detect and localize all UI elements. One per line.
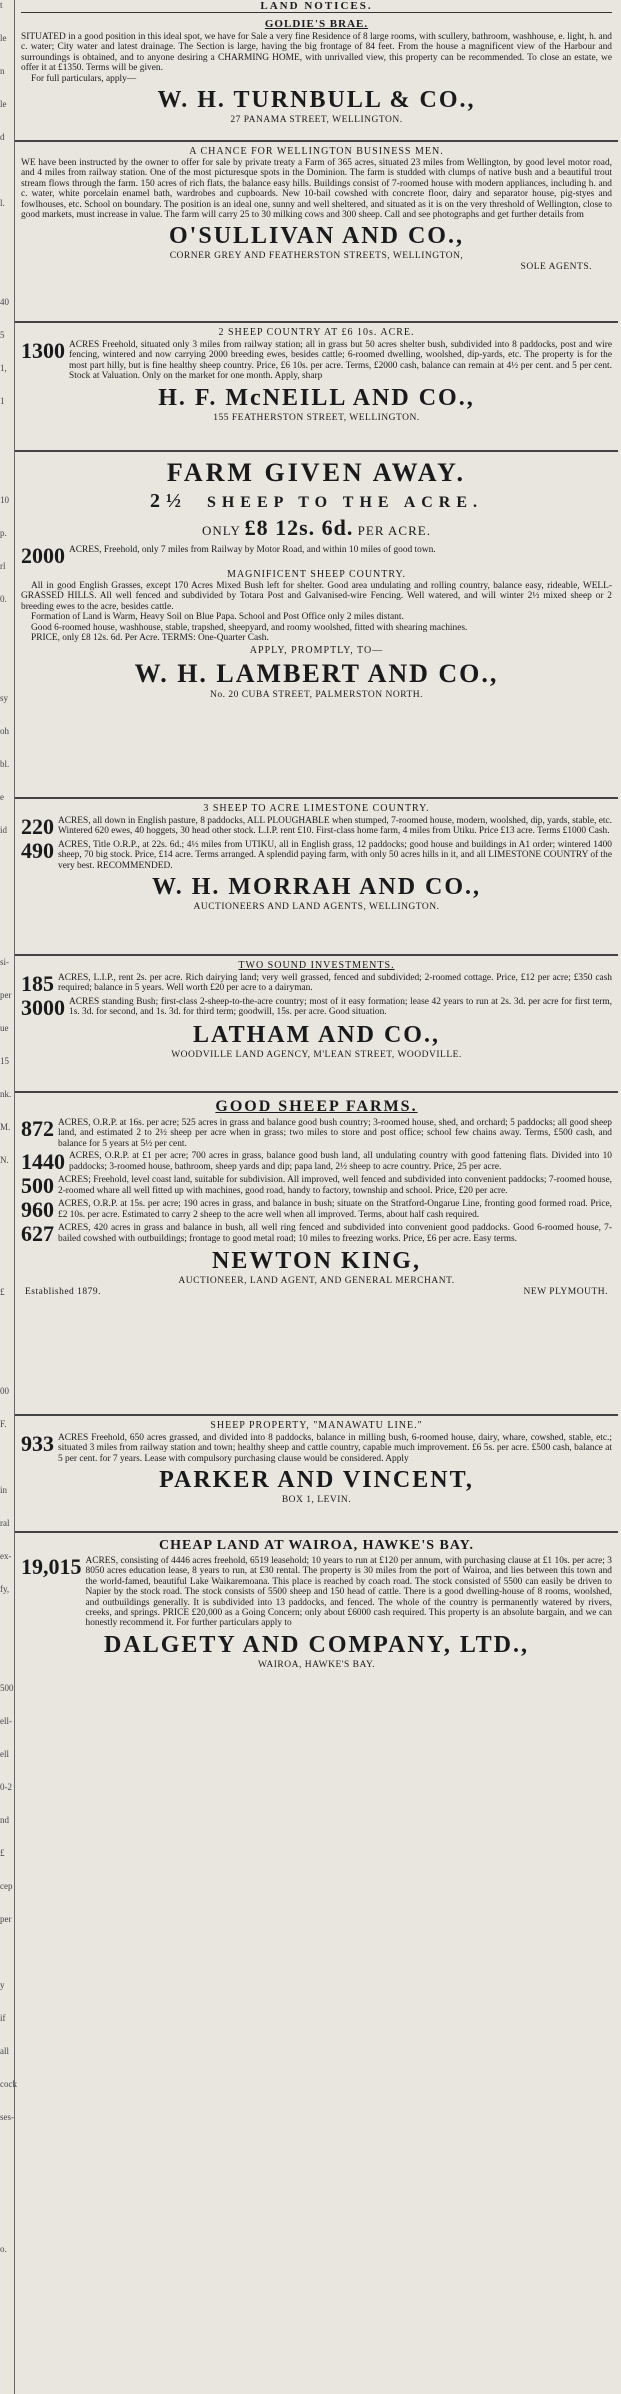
agent-address: WOODVILLE LAND AGENCY, M'LEAN STREET, WOODVILLE.	[171, 1050, 462, 1060]
lot-acres: 19,015	[21, 1554, 82, 1579]
margin-fragment: 40	[0, 297, 9, 307]
apply-line: APPLY, PROMPTLY, TO—	[249, 645, 384, 657]
margin-fragment: nk.	[0, 1089, 12, 1099]
margin-fragment	[0, 1947, 10, 1980]
lot	[21, 1118, 612, 1149]
agent-address: CORNER GREY AND FEATHERSTON STREETS, WELLINGTON,	[169, 251, 464, 262]
margin-fragment	[0, 429, 10, 462]
agent-address: BOX 1, LEVIN.	[281, 1495, 352, 1506]
margin-fragment: oh	[0, 726, 9, 736]
margin-fragment: t	[0, 0, 3, 10]
margin-fragment: per	[0, 990, 12, 1000]
margin-fragment	[0, 1188, 10, 1221]
ad-body-3: Good 6-roomed house, washhouse, stable, trapshed, sheepyard, and roomy woolshed, fitted with shearing machines.	[31, 622, 468, 633]
agent-name: PARKER AND VINCENT,	[159, 1467, 474, 1494]
lot-list	[21, 1118, 612, 1245]
price-suffix: PER ACRE.	[357, 523, 431, 538]
margin-fragment: si-	[0, 957, 9, 967]
margin-fragment	[0, 1221, 10, 1254]
margin-fragment: per	[0, 1914, 12, 1924]
agent-note: SOLE AGENTS.	[520, 262, 592, 273]
agent-name: NEWTON KING,	[212, 1248, 421, 1275]
lot-acres: 1440	[21, 1149, 65, 1175]
ad-limestone-country	[15, 799, 618, 956]
margin-fragment: l.	[0, 198, 5, 208]
lot-text: ACRES, L.I.P., rent 2s. per acre. Rich dairying land; very well grassed, fenced and subdivided; 2-roomed cottage. Price, £12 per acre; £350 cash required; balance in 5 years. Well worth £20 per acre to a dairyman.	[58, 973, 612, 994]
margin-fragment: d	[0, 132, 5, 142]
lot-text: ACRES, O.R.P. at 16s. per acre; 525 acres in grass and balance good bush country; 3-roomed house, shed, and orchard; 5 paddocks; all good sheep land, and estimated 2 to 2½ sheep per acre when in grass; two miles to store and post office; school few chains away. Terms, £500 cash, and balance for 5 years at 5½ per cent.	[58, 1118, 612, 1149]
sheep-ratio: 2½	[149, 490, 187, 512]
lot-text: ACRES, Title O.R.P., at 22s. 6d.; 4½ miles from UTIKU, all in English grass, 12 paddocks; good house and buildings in A1 order; wintered 1400 sheep, 70 big stock. Price, £14 acre. Terms arranged. A splendid paying farm, with only 50 acres hills in it, and all LIMESTONE COUNTRY of the very best. RECOMMENDED.	[58, 840, 612, 871]
margin-fragment	[0, 924, 10, 957]
ad-goldies-brae	[15, 13, 618, 142]
margin-fragment: N.	[0, 1155, 9, 1165]
lot-list	[21, 973, 612, 1019]
ad-wellington-business	[15, 142, 618, 323]
lot-text: ACRES; Freehold, level coast land, suitable for subdivision. All improved, well fenced and subdivided into convenient paddocks; 7-roomed house, 2-roomed whare all well fitted up with machines, good road, handy to factory, township and school. Price, £20 per acre.	[58, 1175, 612, 1196]
lot-acres: 872	[21, 1116, 54, 1141]
lot-text: ACRES, Freehold, only 7 miles from Railway by Motor Road, and within 10 miles of good town.	[69, 545, 436, 555]
price-line	[21, 515, 612, 541]
margin-fragment: ell-	[0, 1716, 12, 1726]
ad-title: TWO SOUND INVESTMENTS.	[238, 960, 395, 971]
ad-farm-given-away	[15, 452, 618, 799]
agent-name: DALGETY AND COMPANY, LTD.,	[104, 1631, 529, 1658]
lot-text: ACRES, 420 acres in grass and balance in bush, all well ring fenced and subdivided into convenient good paddocks. Good 6-roomed house, 7-bailed cowshed with outbuildings; frontage to good metal road; 10 miles to freezing works. Price, £6 per acre. Easy terms.	[58, 1223, 612, 1244]
lot	[21, 997, 612, 1019]
lot	[21, 1223, 612, 1245]
ad-title: FARM GIVEN AWAY.	[166, 458, 467, 487]
lot-list	[21, 816, 612, 871]
ad-two-sound-investments	[15, 956, 618, 1093]
lot-acres: 1300	[21, 338, 65, 363]
agent-address: 155 FEATHERSTON STREET, WELLINGTON.	[213, 412, 420, 423]
lot-acres: 500	[21, 1173, 54, 1199]
ad-wairoa-hawkes-bay	[15, 1533, 618, 1674]
margin-fragment: ue	[0, 1023, 9, 1033]
margin-fragment: cep	[0, 1881, 13, 1891]
margin-fragment	[0, 627, 10, 660]
agent-address: AUCTIONEERS AND LAND AGENTS, WELLINGTON.	[193, 902, 440, 913]
margin-fragment	[0, 660, 10, 693]
margin-fragment	[0, 2211, 10, 2244]
lot-text: ACRES, O.R.P. at 15s. per acre; 190 acres in grass, and balance in bush; situate on the Stratford-Ongarue Line, fronting good formed road. Price, £2 10s. per acre. Estimated to carry 2 sheep to the acre well when all improved. Terms, about half cash required.	[58, 1199, 612, 1220]
margin-fragment: cock	[0, 2079, 17, 2089]
lot-text: ACRES, all down in English pasture, 8 paddocks, ALL PLOUGHABLE when stumped, 7-roomed house, modern, woolshed, dip, yards, stable, etc. Wintered 620 ewes, 40 hoggets, 30 head other stock. L.I.P. rent £10. First-class home farm, 4 miles from Utiku. Price £13 acre. Terms £1000 Cash.	[58, 816, 612, 837]
ad-title: SHEEP PROPERTY, "MANAWATU LINE."	[210, 1420, 423, 1431]
margin-fragment: 500	[0, 1683, 14, 1693]
established: Established 1879.	[25, 1287, 102, 1298]
margin-fragment: fy,	[0, 1584, 10, 1594]
margin-fragment: 00	[0, 1386, 9, 1396]
margin-fragment: e	[0, 792, 4, 802]
margin-fragment: ex-	[0, 1551, 12, 1561]
lot-acres: 490	[21, 838, 54, 863]
margin-fragment: sy	[0, 693, 9, 703]
agent-address: No. 20 CUBA STREET, PALMERSTON NORTH.	[209, 690, 424, 701]
lot-acres: 627	[21, 1221, 54, 1247]
ad-title: A CHANCE FOR WELLINGTON BUSINESS MEN.	[189, 146, 444, 157]
lot	[21, 545, 612, 567]
lot	[21, 1433, 612, 1464]
price-prefix: ONLY	[202, 523, 241, 538]
agent-address: 27 PANAMA STREET, WELLINGTON.	[230, 115, 403, 126]
lot	[21, 973, 612, 995]
margin-fragment	[0, 1452, 10, 1485]
ad-title: 2 SHEEP COUNTRY AT £6 10s. ACRE.	[218, 327, 415, 338]
agent-name: W. H. LAMBERT AND CO.,	[134, 659, 499, 689]
margin-fragment: 1,	[0, 363, 7, 373]
lot	[21, 840, 612, 871]
ad-title: CHEAP LAND AT WAIROA, HAWKE'S BAY.	[159, 1538, 474, 1553]
ad-footer: For full particulars, apply—	[31, 73, 137, 84]
ad-two-sheep-country	[15, 323, 618, 452]
margin-fragment	[0, 2178, 10, 2211]
price-value: £8 12s. 6d.	[244, 515, 354, 540]
margin-fragment: rl	[0, 561, 6, 571]
margin-fragment: ses-	[0, 2112, 14, 2122]
lot	[21, 1199, 612, 1221]
lot	[21, 1175, 612, 1197]
margin-fragment	[0, 1650, 10, 1683]
lot-acres: 2000	[21, 543, 65, 568]
lot-text: ACRES, consisting of 4446 acres freehold, 6519 leasehold; 10 years to run at £120 per annum, with purchasing clause at £1 10s. per acre; 3 8050 acres education lease, 8 years to run, at £30 rental. The property is 30 miles from the port of Wairoa, and lies between this town and the world-famed, beautiful Lake Waikaremoana. This place is reached by coach road. The stock consisted of 5500 can easily be driven to Napier by the stock road. The stock consists of 5500 sheep and 150 head of cattle. There is a good dwelling-house of 8 rooms, woolshed, and outbuildings generally. It is subdivided into 13 paddocks, and fenced. The whole of the country is permanently watered by rivers, creeks, and springs. PRICE £20,000 as a Going Concern; only about £6000 cash required. This property is an absolute bargain, and we can honestly recommend it. For further particulars apply to	[85, 1556, 612, 1629]
lot-text: ACRES Freehold, 650 acres grassed, and divided into 8 paddocks, balance in milling bush, 6-roomed house, dairy, whare, cowshed, stable, etc.; situated 3 miles from railway station and town; healthy sheep and cattle country, capable much improvement. £6 5s. per acre. £500 cash, balance at 5 per cent. for 7 years. Lease with compulsory purchasing clause would be considered. Apply	[58, 1433, 612, 1464]
lot-text: ACRES Freehold, situated only 3 miles from railway station; all in grass but 50 acres shelter bush, subdivided into 8 paddocks, post and wire fencing, wintered and now carrying 2000 breeding ewes, besides cattle; 6-roomed dwelling, woolshed, dip-yards, etc. The property is for the most part hilly, but is fine healthy sheep country. Price, £6 10s. per acre. Terms, £2000 cash, balance can remain at 4½ per cent. and 5 per cent. Stock at Valuation. Only on the market for one month. Apply, sharp	[69, 340, 612, 382]
agent-name: LATHAM AND CO.,	[193, 1022, 440, 1048]
margin-fragment: 0-2	[0, 1782, 12, 1792]
margin-fragment: o.	[0, 2244, 7, 2254]
margin-fragment: ell	[0, 1749, 9, 1759]
margin-fragment	[0, 462, 10, 495]
agent-footer	[25, 1287, 608, 1297]
lot	[21, 816, 612, 838]
ad-subheading: MAGNIFICENT SHEEP COUNTRY.	[227, 569, 406, 580]
lot-text: ACRES standing Bush; first-class 2-sheep-to-the-acre country; most of it easy formation; lease 42 years to run at 2s. 3d. per acre for first term, 1s. 3d. for second, and 1s. 3d. for third term; goodwill, 15s. per acre. Good situation.	[69, 997, 612, 1018]
margin-fragment: all	[0, 2046, 9, 2056]
agent-name: W. H. MORRAH AND CO.,	[151, 874, 482, 901]
ad-good-sheep-farms	[15, 1093, 618, 1416]
lot	[21, 340, 612, 382]
lot-acres: 220	[21, 814, 54, 839]
margin-fragment: n	[0, 66, 5, 76]
margin-fragment	[0, 231, 10, 264]
agent-name: H. F. McNEILL AND CO.,	[158, 384, 475, 411]
margin-fragment: ral	[0, 1518, 10, 1528]
margin-fragment: in	[0, 1485, 8, 1495]
margin-fragment: F.	[0, 1419, 7, 1429]
margin-fragment: le	[0, 99, 7, 109]
ad-manawatu-line	[15, 1416, 618, 1533]
margin-fragment: if	[0, 2013, 6, 2023]
lot	[21, 1556, 612, 1629]
lot	[21, 1151, 612, 1173]
margin-fragment: 15	[0, 1056, 9, 1066]
lot-acres: 3000	[21, 995, 65, 1020]
margin-fragment	[0, 1353, 10, 1386]
lot-acres: 185	[21, 971, 54, 996]
sheep-ratio-text: SHEEP TO THE ACRE.	[206, 494, 484, 511]
margin-fragment: 5	[0, 330, 5, 340]
margin-fragment	[0, 1254, 10, 1287]
agent-address: AUCTIONEER, LAND AGENT, AND GENERAL MERCHANT.	[178, 1276, 455, 1287]
margin-fragment: id	[0, 825, 8, 835]
margin-fragment: y	[0, 1980, 5, 1990]
lot-acres: 960	[21, 1197, 54, 1223]
agent-name: W. H. TURNBULL & CO.,	[157, 87, 476, 114]
margin-fragment: 1	[0, 396, 5, 406]
section-header: LAND NOTICES.	[21, 0, 612, 13]
margin-fragment: p.	[0, 528, 7, 538]
agent-address: WAIROA, HAWKE'S BAY.	[257, 1659, 376, 1670]
margin-fragment: nd	[0, 1815, 9, 1825]
ad-body: SITUATED in a good position in this ideal spot, we have for Sale a very fine Residence of 8 large rooms, with scullery, bathroom, washhouse, e. light, h. and c. water; City water and latest drainage. The Section is large, having the big frontage of 84 feet. From the house a magnificent view of the Harbour and surroundings is obtained, and to anyone desiring a CHARMING HOME, with unrivalled view, this property can be recommended. To close an estate, we offer it at £1350. Terms will be given.	[21, 32, 612, 74]
margin-fragment	[0, 891, 10, 924]
ad-subtitle	[21, 490, 612, 513]
margin-fragment: 0.	[0, 594, 7, 604]
town: NEW PLYMOUTH.	[523, 1287, 608, 1298]
ad-body-2: Formation of Land is Warm, Heavy Soil on Blue Papa. School and Post Office only 2 miles distant.	[31, 612, 404, 623]
margin-fragment	[0, 858, 10, 891]
lot-text: ACRES, O.R.P. at £1 per acre; 700 acres in grass, balance good bush land, all undulating country with good fattening flats. Divided into 10 paddocks; 3-roomed house, bathroom, sheep yards and dip; papa land, 2½ sheep to acre country. Price, 25 per acre.	[69, 1151, 612, 1172]
margin-fragment: £	[0, 1287, 5, 1297]
margin-fragment: M.	[0, 1122, 11, 1132]
margin-fragment: £	[0, 1848, 5, 1858]
ad-title: 3 SHEEP TO ACRE LIMESTONE COUNTRY.	[203, 803, 430, 814]
margin-fragment	[0, 2145, 10, 2178]
ad-terms: PRICE, only £8 12s. 6d. Per Acre. TERMS: One-Quarter Cash.	[31, 633, 269, 644]
land-notices-column	[14, 0, 618, 2394]
lot-acres: 933	[21, 1431, 54, 1456]
margin-fragment	[0, 1617, 10, 1650]
margin-fragment	[0, 264, 10, 297]
agent-name: O'SULLIVAN AND CO.,	[169, 223, 464, 250]
margin-fragment	[0, 165, 10, 198]
margin-fragments	[0, 0, 17, 2394]
margin-fragment: le	[0, 33, 7, 43]
ad-body: All in good English Grasses, except 170 Acres Mixed Bush left for shelter. Good area undulating and rolling country, balance easy, rideable, WELL-GRASSED HILLS. All well fenced and subdivided by Totara Post and Galvanised-wire Fencing. Well watered, and will winter 2½ mixed sheep or 2 breeding ewes to the acre, besides cattle.	[21, 581, 612, 612]
margin-fragment	[0, 1320, 10, 1353]
margin-fragment: bl.	[0, 759, 10, 769]
ad-body: WE have been instructed by the owner to offer for sale by private treaty a Farm of 365 acres, situated 23 miles from Wellington, by good level motor road, and 4 miles from railway station. One of the most picturesque spots in the Dominion. The farm is studded with clumps of native bush and a beautiful trout stream flows through the farm. 150 acres of rich flats, the balance easy hills. Buildings consist of 7-roomed house with modern appliances, including h. and c. water, white porcelain enamel bath, wardrobes and cupboards. New 10-bail cowshed with concrete floor, dairy and separator house, pig-styes and fowlhouses, etc. School on boundary. The position is an ideal one, sunny and well sheltered, and situated as it is on the very threshold of Wellington, close to good markets, must increase in value. The farm will carry 25 to 30 milking cows and 300 sheep. Call and see photographs and get further details from	[21, 158, 612, 221]
ad-title: GOOD SHEEP FARMS.	[215, 1098, 418, 1115]
margin-fragment: 10	[0, 495, 9, 505]
ad-title: GOLDIE'S BRAE.	[264, 18, 369, 30]
